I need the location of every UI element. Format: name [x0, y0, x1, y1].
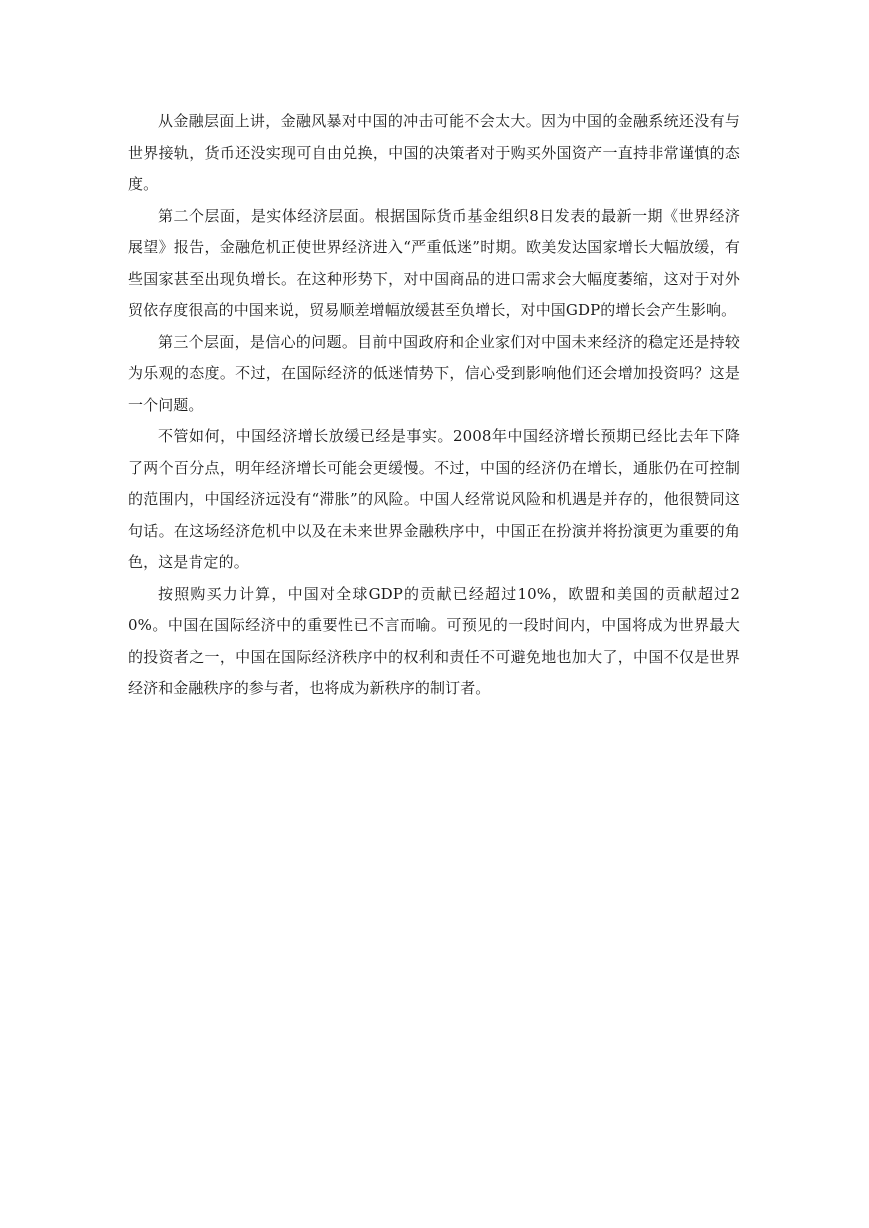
paragraph-financial-level: 从金融层面上讲，金融风暴对中国的冲击可能不会太大。因为中国的金融系统还没有与世界接轨，货币还没实现可自由兑换，中国的决策者对于购买外国资产一直持非常谨慎的态度。	[128, 112, 740, 193]
paragraph-global-gdp-contribution: 按照购买力计算，中国对全球GDP的贡献已经超过10%，欧盟和美国的贡献超过20%。中国在国际经济中的重要性已不言而喻。可预见的一段时间内，中国将成为世界最大的投资者之一，中国在国际经济秩序中的权利和责任不可避免地也加大了，中国不仅是世界经济和金融秩序的参与者，也将成为新秩序的制订者。	[128, 584, 740, 697]
paragraph-confidence-level: 第三个层面，是信心的问题。目前中国政府和企业家们对中国未来经济的稳定还是持较为乐观的态度。不过，在国际经济的低迷情势下，信心受到影响他们还会增加投资吗？这是一个问题。	[128, 332, 740, 414]
article-body	[128, 106, 740, 705]
paragraph-growth-slowdown: 不管如何，中国经济增长放缓已经是事实。2008年中国经济增长预期已经比去年下降了两个百分点，明年经济增长可能会更缓慢。不过，中国的经济仍在增长，通胀仍在可控制的范围内，中国经济远没有“滞胀”的风险。中国人经常说风险和机遇是并存的，他很赞同这句话。在这场经济危机中以及在未来世界金融秩序中，中国正在扮演并将扮演更为重要的角色，这是肯定的。	[128, 427, 740, 571]
paragraph-real-economy-level: 第二个层面，是实体经济层面。根据国际货币基金组织8日发表的最新一期《世界经济展望》报告，金融危机正使世界经济进入“严重低迷”时期。欧美发达国家增长大幅放缓，有些国家甚至出现负增长。在这种形势下，对中国商品的进口需求会大幅度萎缩，这对于对外贸依存度很高的中国来说，贸易顺差增幅放缓甚至负增长，对中国GDP的增长会产生影响。	[128, 206, 740, 319]
